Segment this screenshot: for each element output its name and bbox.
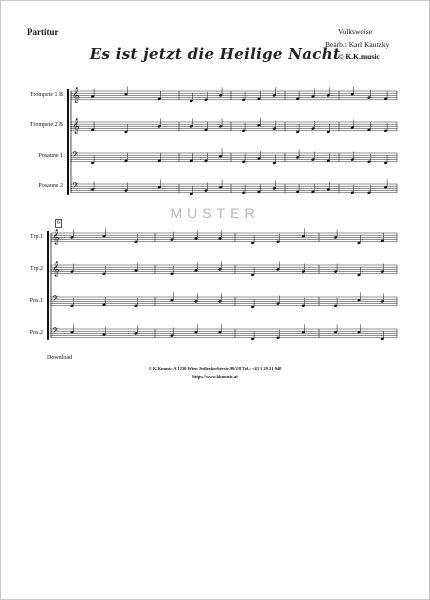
instrument-label-trumpet-2: Trompete 2 B — [29, 122, 63, 128]
bass-clef: 𝄢 — [52, 295, 59, 306]
page-title: Es ist jetzt die Heilige Nacht — [89, 45, 341, 63]
instrument-label-trombone-2: Posaune 2 — [38, 183, 63, 189]
instrument-label-pos1: Pos.1 — [29, 298, 43, 304]
treble-clef: 𝄞 — [72, 88, 80, 103]
download-label[interactable]: Download — [47, 355, 72, 361]
instrument-label-trombone-1: Posaune 1 — [38, 153, 63, 159]
treble-clef: 𝄞 — [52, 262, 60, 277]
score-page — [5, 5, 425, 595]
instrument-label-trp2: Trp.2 — [30, 266, 43, 272]
treble-clef: 𝄞 — [72, 119, 80, 134]
bar-number: 6 — [57, 220, 60, 226]
copyright-label: © K.K.music — [338, 52, 380, 61]
composer-label: Volksweise — [338, 27, 373, 36]
score-notation — [5, 5, 425, 405]
partitur-label: Partitur — [27, 27, 59, 37]
instrument-label-trumpet-1: Trompete 1 B — [29, 92, 63, 98]
arranger-label: Bearb.: Karl Kautzky — [325, 40, 390, 49]
treble-clef: 𝄞 — [52, 230, 60, 245]
instrument-label-trp1: Trp.1 — [30, 234, 43, 240]
bass-clef: 𝄢 — [72, 182, 79, 193]
footer-address: © K.Kmusic A 1230 Wien Jedlerkerberstr.99/2/8 Tel.: +43 1 29 21 940 — [148, 366, 282, 371]
instrument-label-pos2: Pos.2 — [29, 330, 43, 336]
bass-clef: 𝄢 — [52, 327, 59, 338]
bass-clef: 𝄢 — [72, 151, 79, 162]
watermark: MUSTER — [170, 205, 260, 221]
footer-url: https://www.kkmusic.at — [192, 374, 238, 379]
